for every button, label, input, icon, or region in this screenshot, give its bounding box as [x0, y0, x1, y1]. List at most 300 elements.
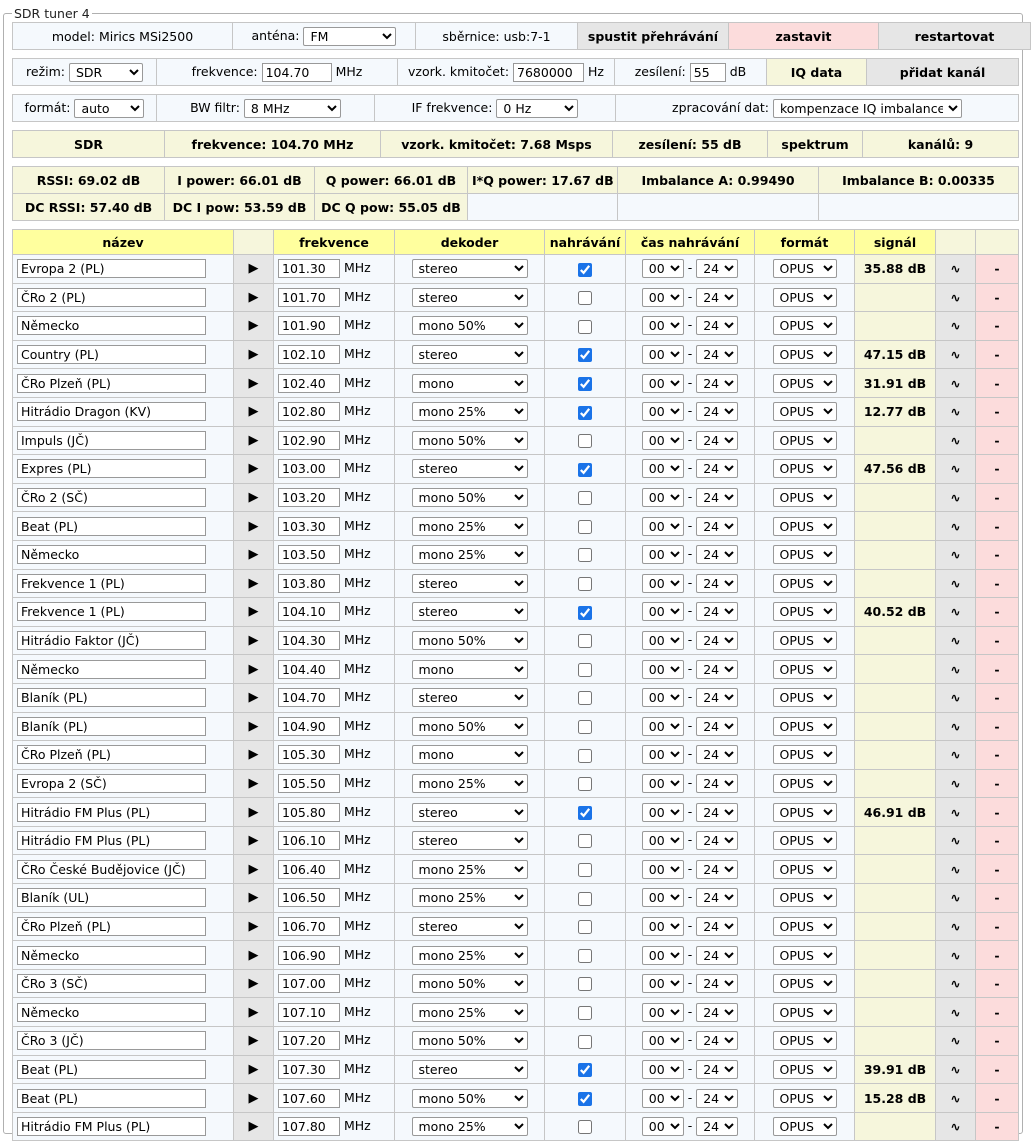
format-select[interactable]: [74, 99, 144, 118]
waveform-button[interactable]: [936, 455, 976, 484]
recording-checkbox[interactable]: [578, 377, 592, 391]
audio-format-select[interactable]: [773, 1089, 837, 1108]
recording-start-select[interactable]: [642, 917, 684, 936]
delete-channel-button[interactable]: [976, 798, 1019, 827]
play-button[interactable]: [234, 1027, 274, 1056]
channel-frequency-input[interactable]: [278, 602, 340, 621]
channel-name-input[interactable]: [17, 1089, 206, 1108]
recording-end-select[interactable]: [696, 917, 738, 936]
audio-format-select[interactable]: [773, 545, 837, 564]
recording-checkbox[interactable]: [578, 491, 592, 505]
recording-checkbox[interactable]: [578, 977, 592, 991]
audio-format-select[interactable]: [773, 602, 837, 621]
delete-channel-button[interactable]: [976, 426, 1019, 455]
recording-end-select[interactable]: [696, 974, 738, 993]
play-button[interactable]: [234, 598, 274, 627]
recording-end-select[interactable]: [696, 688, 738, 707]
waveform-button[interactable]: [936, 540, 976, 569]
delete-channel-button[interactable]: [976, 598, 1019, 627]
frequency-input[interactable]: [262, 63, 332, 82]
play-button[interactable]: [234, 312, 274, 341]
recording-checkbox[interactable]: [578, 1092, 592, 1106]
decoder-select[interactable]: [412, 917, 528, 936]
recording-end-select[interactable]: [696, 316, 738, 335]
channel-frequency-input[interactable]: [278, 717, 340, 736]
play-button[interactable]: [234, 540, 274, 569]
recording-start-select[interactable]: [642, 288, 684, 307]
delete-channel-button[interactable]: [976, 884, 1019, 913]
gain-input[interactable]: [690, 63, 726, 82]
audio-format-select[interactable]: [773, 774, 837, 793]
bw-filter-select[interactable]: [244, 99, 341, 118]
data-processing-select[interactable]: [773, 99, 962, 118]
audio-format-select[interactable]: [773, 374, 837, 393]
channel-name-input[interactable]: [17, 974, 206, 993]
channel-frequency-input[interactable]: [278, 402, 340, 421]
audio-format-select[interactable]: [773, 917, 837, 936]
recording-end-select[interactable]: [696, 1003, 738, 1022]
channel-frequency-input[interactable]: [278, 316, 340, 335]
mode-select[interactable]: [69, 63, 143, 82]
channel-frequency-input[interactable]: [278, 888, 340, 907]
play-button[interactable]: [234, 884, 274, 913]
recording-end-select[interactable]: [696, 288, 738, 307]
delete-channel-button[interactable]: [976, 1055, 1019, 1084]
channel-name-input[interactable]: [17, 288, 206, 307]
delete-channel-button[interactable]: [976, 455, 1019, 484]
recording-end-select[interactable]: [696, 1089, 738, 1108]
antenna-select[interactable]: [303, 27, 396, 46]
decoder-select[interactable]: [412, 660, 528, 679]
channel-name-input[interactable]: [17, 459, 206, 478]
audio-format-select[interactable]: [773, 946, 837, 965]
waveform-button[interactable]: [936, 626, 976, 655]
waveform-button[interactable]: [936, 312, 976, 341]
channel-name-input[interactable]: [17, 660, 206, 679]
recording-end-select[interactable]: [696, 888, 738, 907]
audio-format-select[interactable]: [773, 1003, 837, 1022]
decoder-select[interactable]: [412, 545, 528, 564]
channel-frequency-input[interactable]: [278, 745, 340, 764]
recording-end-select[interactable]: [696, 745, 738, 764]
spectrum-link[interactable]: spektrum: [768, 131, 863, 158]
recording-start-select[interactable]: [642, 1117, 684, 1136]
decoder-select[interactable]: [412, 488, 528, 507]
waveform-button[interactable]: [936, 826, 976, 855]
audio-format-select[interactable]: [773, 517, 837, 536]
recording-end-select[interactable]: [696, 774, 738, 793]
decoder-select[interactable]: [412, 717, 528, 736]
recording-start-select[interactable]: [642, 631, 684, 650]
audio-format-select[interactable]: [773, 431, 837, 450]
channel-frequency-input[interactable]: [278, 1003, 340, 1022]
waveform-button[interactable]: [936, 512, 976, 541]
audio-format-select[interactable]: [773, 717, 837, 736]
recording-start-select[interactable]: [642, 860, 684, 879]
decoder-select[interactable]: [412, 1031, 528, 1050]
channel-frequency-input[interactable]: [278, 1031, 340, 1050]
recording-checkbox[interactable]: [578, 463, 592, 477]
play-button[interactable]: [234, 998, 274, 1027]
recording-end-select[interactable]: [696, 831, 738, 850]
delete-channel-button[interactable]: [976, 540, 1019, 569]
channel-frequency-input[interactable]: [278, 374, 340, 393]
audio-format-select[interactable]: [773, 1060, 837, 1079]
decoder-select[interactable]: [412, 860, 528, 879]
audio-format-select[interactable]: [773, 316, 837, 335]
play-button[interactable]: [234, 769, 274, 798]
recording-end-select[interactable]: [696, 459, 738, 478]
decoder-select[interactable]: [412, 745, 528, 764]
play-button[interactable]: [234, 340, 274, 369]
waveform-button[interactable]: [936, 569, 976, 598]
audio-format-select[interactable]: [773, 259, 837, 278]
recording-checkbox[interactable]: [578, 691, 592, 705]
waveform-button[interactable]: [936, 969, 976, 998]
recording-checkbox[interactable]: [578, 777, 592, 791]
decoder-select[interactable]: [412, 288, 528, 307]
channel-name-input[interactable]: [17, 946, 206, 965]
decoder-select[interactable]: [412, 402, 528, 421]
recording-start-select[interactable]: [642, 774, 684, 793]
audio-format-select[interactable]: [773, 803, 837, 822]
waveform-button[interactable]: [936, 798, 976, 827]
channel-name-input[interactable]: [17, 574, 206, 593]
play-button[interactable]: [234, 969, 274, 998]
play-button[interactable]: [234, 1055, 274, 1084]
channel-name-input[interactable]: [17, 1003, 206, 1022]
decoder-select[interactable]: [412, 974, 528, 993]
recording-end-select[interactable]: [696, 574, 738, 593]
play-button[interactable]: [234, 1084, 274, 1113]
channel-name-input[interactable]: [17, 803, 206, 822]
delete-channel-button[interactable]: [976, 483, 1019, 512]
delete-channel-button[interactable]: [976, 369, 1019, 398]
channel-frequency-input[interactable]: [278, 631, 340, 650]
channel-name-input[interactable]: [17, 888, 206, 907]
audio-format-select[interactable]: [773, 488, 837, 507]
recording-start-select[interactable]: [642, 831, 684, 850]
waveform-button[interactable]: [936, 369, 976, 398]
channel-frequency-input[interactable]: [278, 517, 340, 536]
restart-button[interactable]: restartovat: [879, 23, 1031, 50]
waveform-button[interactable]: [936, 884, 976, 913]
waveform-button[interactable]: [936, 340, 976, 369]
audio-format-select[interactable]: [773, 1117, 837, 1136]
recording-end-select[interactable]: [696, 1117, 738, 1136]
channel-frequency-input[interactable]: [278, 774, 340, 793]
recording-checkbox[interactable]: [578, 1063, 592, 1077]
recording-end-select[interactable]: [696, 259, 738, 278]
play-button[interactable]: [234, 912, 274, 941]
waveform-button[interactable]: [936, 941, 976, 970]
waveform-button[interactable]: [936, 283, 976, 312]
decoder-select[interactable]: [412, 1003, 528, 1022]
channel-name-input[interactable]: [17, 831, 206, 850]
delete-channel-button[interactable]: [976, 855, 1019, 884]
play-button[interactable]: [234, 397, 274, 426]
decoder-select[interactable]: [412, 688, 528, 707]
recording-checkbox[interactable]: [578, 320, 592, 334]
recording-start-select[interactable]: [642, 1089, 684, 1108]
delete-channel-button[interactable]: [976, 626, 1019, 655]
recording-end-select[interactable]: [696, 660, 738, 679]
recording-checkbox[interactable]: [578, 749, 592, 763]
channel-frequency-input[interactable]: [278, 488, 340, 507]
delete-channel-button[interactable]: [976, 941, 1019, 970]
play-button[interactable]: [234, 512, 274, 541]
channel-frequency-input[interactable]: [278, 1089, 340, 1108]
play-button[interactable]: [234, 569, 274, 598]
add-channel-button[interactable]: přidat kanál: [867, 59, 1019, 86]
recording-checkbox[interactable]: [578, 720, 592, 734]
decoder-select[interactable]: [412, 831, 528, 850]
waveform-button[interactable]: [936, 741, 976, 770]
decoder-select[interactable]: [412, 1117, 528, 1136]
play-button[interactable]: [234, 426, 274, 455]
recording-checkbox[interactable]: [578, 892, 592, 906]
delete-channel-button[interactable]: [976, 255, 1019, 284]
channel-frequency-input[interactable]: [278, 574, 340, 593]
iq-data-button[interactable]: IQ data: [767, 59, 867, 86]
recording-end-select[interactable]: [696, 717, 738, 736]
recording-checkbox[interactable]: [578, 920, 592, 934]
channel-name-input[interactable]: [17, 545, 206, 564]
decoder-select[interactable]: [412, 316, 528, 335]
play-button[interactable]: [234, 455, 274, 484]
audio-format-select[interactable]: [773, 345, 837, 364]
play-button[interactable]: [234, 626, 274, 655]
decoder-select[interactable]: [412, 946, 528, 965]
waveform-button[interactable]: [936, 483, 976, 512]
play-button[interactable]: [234, 826, 274, 855]
channel-frequency-input[interactable]: [278, 660, 340, 679]
delete-channel-button[interactable]: [976, 397, 1019, 426]
play-button[interactable]: [234, 655, 274, 684]
recording-start-select[interactable]: [642, 545, 684, 564]
channel-name-input[interactable]: [17, 345, 206, 364]
decoder-select[interactable]: [412, 517, 528, 536]
recording-start-select[interactable]: [642, 459, 684, 478]
play-button[interactable]: [234, 369, 274, 398]
decoder-select[interactable]: [412, 459, 528, 478]
delete-channel-button[interactable]: [976, 912, 1019, 941]
channel-name-input[interactable]: [17, 1031, 206, 1050]
recording-checkbox[interactable]: [578, 520, 592, 534]
recording-checkbox[interactable]: [578, 863, 592, 877]
recording-end-select[interactable]: [696, 374, 738, 393]
audio-format-select[interactable]: [773, 860, 837, 879]
audio-format-select[interactable]: [773, 688, 837, 707]
audio-format-select[interactable]: [773, 974, 837, 993]
channel-frequency-input[interactable]: [278, 259, 340, 278]
delete-channel-button[interactable]: [976, 683, 1019, 712]
play-button[interactable]: [234, 255, 274, 284]
channel-frequency-input[interactable]: [278, 459, 340, 478]
delete-channel-button[interactable]: [976, 826, 1019, 855]
channel-name-input[interactable]: [17, 402, 206, 421]
recording-start-select[interactable]: [642, 974, 684, 993]
channel-frequency-input[interactable]: [278, 345, 340, 364]
recording-checkbox[interactable]: [578, 291, 592, 305]
recording-checkbox[interactable]: [578, 663, 592, 677]
recording-end-select[interactable]: [696, 402, 738, 421]
audio-format-select[interactable]: [773, 574, 837, 593]
audio-format-select[interactable]: [773, 631, 837, 650]
play-button[interactable]: [234, 1112, 274, 1141]
audio-format-select[interactable]: [773, 459, 837, 478]
audio-format-select[interactable]: [773, 888, 837, 907]
recording-start-select[interactable]: [642, 888, 684, 907]
recording-end-select[interactable]: [696, 803, 738, 822]
recording-start-select[interactable]: [642, 517, 684, 536]
channel-frequency-input[interactable]: [278, 688, 340, 707]
recording-checkbox[interactable]: [578, 348, 592, 362]
recording-checkbox[interactable]: [578, 1035, 592, 1049]
channel-name-input[interactable]: [17, 860, 206, 879]
channel-frequency-input[interactable]: [278, 1060, 340, 1079]
recording-checkbox[interactable]: [578, 806, 592, 820]
waveform-button[interactable]: [936, 397, 976, 426]
channel-name-input[interactable]: [17, 517, 206, 536]
recording-start-select[interactable]: [642, 574, 684, 593]
sample-rate-input[interactable]: [513, 63, 584, 82]
play-button[interactable]: [234, 798, 274, 827]
waveform-button[interactable]: [936, 1112, 976, 1141]
channel-frequency-input[interactable]: [278, 831, 340, 850]
delete-channel-button[interactable]: [976, 655, 1019, 684]
recording-end-select[interactable]: [696, 946, 738, 965]
play-button[interactable]: [234, 855, 274, 884]
recording-start-select[interactable]: [642, 946, 684, 965]
recording-checkbox[interactable]: [578, 406, 592, 420]
channel-name-input[interactable]: [17, 602, 206, 621]
channel-name-input[interactable]: [17, 374, 206, 393]
play-button[interactable]: [234, 712, 274, 741]
waveform-button[interactable]: [936, 255, 976, 284]
recording-end-select[interactable]: [696, 602, 738, 621]
channel-frequency-input[interactable]: [278, 431, 340, 450]
recording-start-select[interactable]: [642, 402, 684, 421]
channel-name-input[interactable]: [17, 316, 206, 335]
channel-frequency-input[interactable]: [278, 974, 340, 993]
delete-channel-button[interactable]: [976, 998, 1019, 1027]
delete-channel-button[interactable]: [976, 283, 1019, 312]
recording-start-select[interactable]: [642, 1031, 684, 1050]
stop-button[interactable]: zastavit: [729, 23, 879, 50]
waveform-button[interactable]: [936, 1084, 976, 1113]
channel-name-input[interactable]: [17, 259, 206, 278]
recording-start-select[interactable]: [642, 717, 684, 736]
recording-checkbox[interactable]: [578, 434, 592, 448]
decoder-select[interactable]: [412, 774, 528, 793]
recording-start-select[interactable]: [642, 345, 684, 364]
decoder-select[interactable]: [412, 259, 528, 278]
delete-channel-button[interactable]: [976, 969, 1019, 998]
waveform-button[interactable]: [936, 1055, 976, 1084]
waveform-button[interactable]: [936, 912, 976, 941]
channel-name-input[interactable]: [17, 717, 206, 736]
delete-channel-button[interactable]: [976, 512, 1019, 541]
channel-frequency-input[interactable]: [278, 1117, 340, 1136]
play-button[interactable]: [234, 683, 274, 712]
delete-channel-button[interactable]: [976, 1084, 1019, 1113]
decoder-select[interactable]: [412, 803, 528, 822]
recording-start-select[interactable]: [642, 602, 684, 621]
recording-start-select[interactable]: [642, 688, 684, 707]
recording-start-select[interactable]: [642, 660, 684, 679]
play-button[interactable]: [234, 283, 274, 312]
decoder-select[interactable]: [412, 888, 528, 907]
delete-channel-button[interactable]: [976, 712, 1019, 741]
audio-format-select[interactable]: [773, 831, 837, 850]
waveform-button[interactable]: [936, 1027, 976, 1056]
recording-end-select[interactable]: [696, 545, 738, 564]
recording-start-select[interactable]: [642, 1060, 684, 1079]
channel-frequency-input[interactable]: [278, 545, 340, 564]
recording-end-select[interactable]: [696, 488, 738, 507]
recording-end-select[interactable]: [696, 517, 738, 536]
delete-channel-button[interactable]: [976, 741, 1019, 770]
decoder-select[interactable]: [412, 631, 528, 650]
audio-format-select[interactable]: [773, 660, 837, 679]
channel-frequency-input[interactable]: [278, 288, 340, 307]
recording-end-select[interactable]: [696, 1031, 738, 1050]
channel-frequency-input[interactable]: [278, 860, 340, 879]
recording-checkbox[interactable]: [578, 834, 592, 848]
decoder-select[interactable]: [412, 602, 528, 621]
delete-channel-button[interactable]: [976, 1027, 1019, 1056]
delete-channel-button[interactable]: [976, 312, 1019, 341]
recording-start-select[interactable]: [642, 488, 684, 507]
recording-start-select[interactable]: [642, 316, 684, 335]
channel-name-input[interactable]: [17, 745, 206, 764]
recording-start-select[interactable]: [642, 745, 684, 764]
decoder-select[interactable]: [412, 431, 528, 450]
recording-start-select[interactable]: [642, 259, 684, 278]
audio-format-select[interactable]: [773, 1031, 837, 1050]
recording-checkbox[interactable]: [578, 577, 592, 591]
decoder-select[interactable]: [412, 574, 528, 593]
channel-name-input[interactable]: [17, 688, 206, 707]
waveform-button[interactable]: [936, 426, 976, 455]
decoder-select[interactable]: [412, 374, 528, 393]
decoder-select[interactable]: [412, 1089, 528, 1108]
play-button[interactable]: [234, 741, 274, 770]
decoder-select[interactable]: [412, 345, 528, 364]
waveform-button[interactable]: [936, 855, 976, 884]
channel-frequency-input[interactable]: [278, 946, 340, 965]
waveform-button[interactable]: [936, 712, 976, 741]
decoder-select[interactable]: [412, 1060, 528, 1079]
waveform-button[interactable]: [936, 655, 976, 684]
recording-end-select[interactable]: [696, 1060, 738, 1079]
waveform-button[interactable]: [936, 683, 976, 712]
recording-checkbox[interactable]: [578, 606, 592, 620]
audio-format-select[interactable]: [773, 288, 837, 307]
recording-checkbox[interactable]: [578, 1120, 592, 1134]
recording-start-select[interactable]: [642, 431, 684, 450]
channel-frequency-input[interactable]: [278, 917, 340, 936]
waveform-button[interactable]: [936, 998, 976, 1027]
channel-name-input[interactable]: [17, 774, 206, 793]
start-playback-button[interactable]: spustit přehrávání: [578, 23, 729, 50]
audio-format-select[interactable]: [773, 402, 837, 421]
recording-start-select[interactable]: [642, 374, 684, 393]
channel-name-input[interactable]: [17, 431, 206, 450]
channel-name-input[interactable]: [17, 917, 206, 936]
waveform-button[interactable]: [936, 598, 976, 627]
